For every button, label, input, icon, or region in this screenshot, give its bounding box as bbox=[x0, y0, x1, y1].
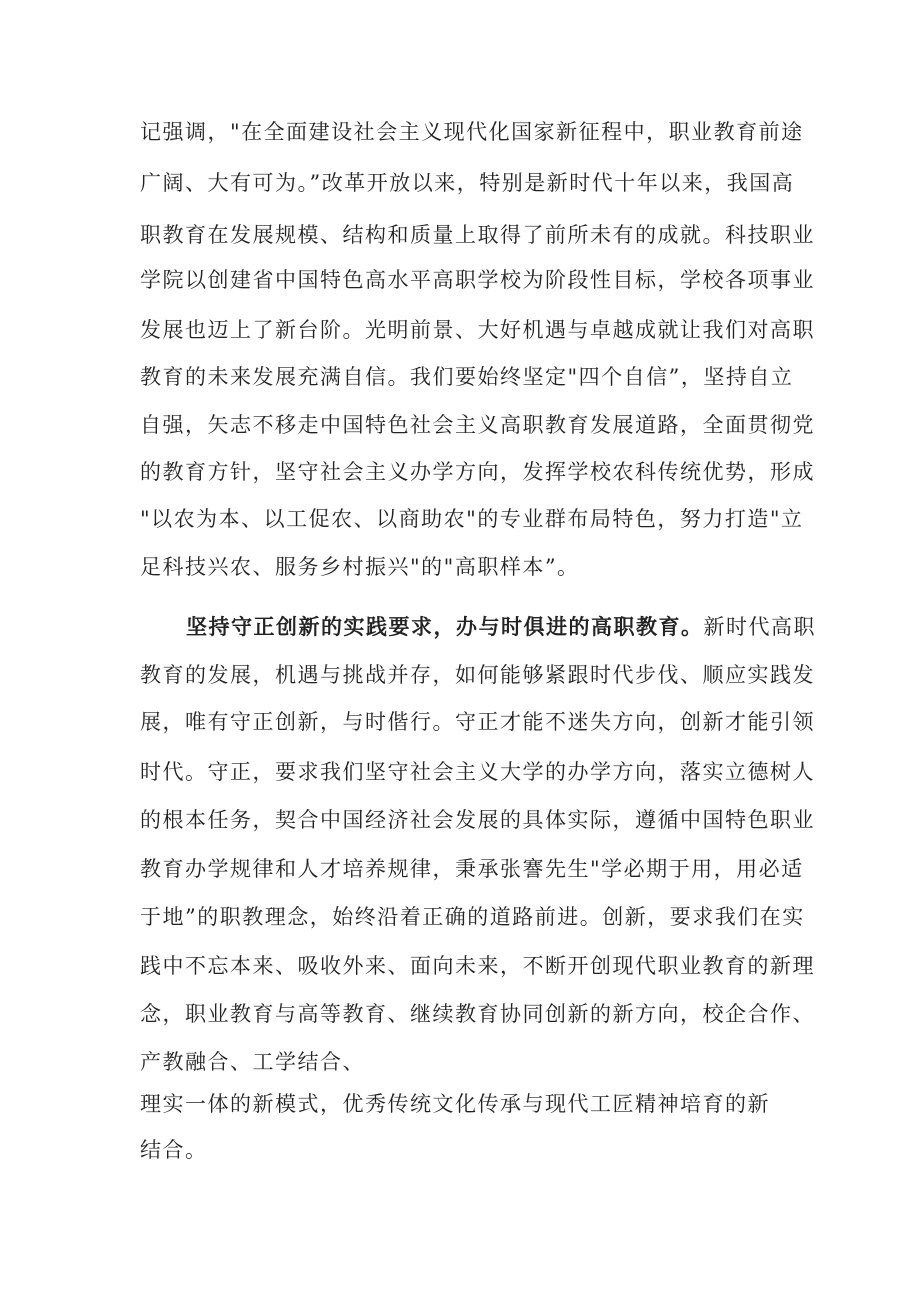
paragraph-1-line-1: 记强调，"在全面建设社会主义现代化国家新征程中，职业教育前途 bbox=[140, 120, 804, 144]
paragraph-2-line-12: 结合。 bbox=[140, 1138, 208, 1162]
paragraph-1-line-7: 自强，矢志不移走中国特色社会主义高职教育发展道路，全面贯彻党 bbox=[140, 413, 815, 437]
paragraph-1-line-4: 学院以创建省中国特色高水平高职学校为阶段性目标，学校各项事业 bbox=[140, 268, 815, 292]
paragraph-1-line-6: 教育的未来发展充满自信。我们要始终坚定"四个自信”，坚持自立 bbox=[140, 365, 794, 389]
paragraph-2-line-1 bbox=[186, 613, 816, 641]
paragraph-1-line-2: 广阔、大有可为。”改革开放以来，特别是新时代十年以来，我国高 bbox=[140, 171, 795, 195]
paragraph-2-line-5: 的根本任务，契合中国经济社会发展的具体实际，遵循中国特色职业 bbox=[140, 808, 815, 832]
paragraph-2-heading: 坚持守正创新的实践要求，办与时俱进的高职教育。 bbox=[186, 614, 704, 639]
paragraph-2-line-4: 时代。守正，要求我们坚守社会主义大学的办学方向，落实立德树人 bbox=[140, 760, 815, 784]
paragraph-1-line-5: 发展也迈上了新台阶。光明前景、大好机遇与卓越成就让我们对高职 bbox=[140, 318, 815, 342]
paragraph-1-line-9: "以农为本、以工促农、以商助农"的专业群布局特色，努力打造"立 bbox=[140, 507, 804, 531]
paragraph-2-line-10: 产教融合、工学结合、 bbox=[140, 1050, 365, 1074]
paragraph-2-line-7: 于地”的职教理念，始终沿着正确的道路前进。创新，要求我们在实 bbox=[140, 905, 805, 929]
paragraph-2-line-3: 展，唯有守正创新，与时偕行。守正才能不迷失方向，创新才能引领 bbox=[140, 710, 815, 734]
paragraph-1-line-3: 职教育在发展规模、结构和质量上取得了前所未有的成就。科技职业 bbox=[140, 223, 815, 247]
paragraph-2-line-8: 践中不忘本来、吸收外来、面向未来，不断开创现代职业教育的新理 bbox=[140, 954, 815, 978]
paragraph-2-line-1-rest: 新时代高职 bbox=[703, 615, 816, 639]
paragraph-2-line-6: 教育办学规律和人才培养规律，秉承张謇先生"学必期于用，用必适 bbox=[140, 857, 804, 881]
paragraph-2-line-2: 教育的发展，机遇与挑战并存，如何能够紧跟时代步伐、顺应实践发 bbox=[140, 663, 815, 687]
paragraph-2-line-9: 念，职业教育与高等教育、继续教育协同创新的新方向，校企合作、 bbox=[140, 1002, 815, 1026]
paragraph-1-line-8: 的教育方针，坚守社会主义办学方向，发挥学校农科传统优势，形成 bbox=[140, 460, 815, 484]
paragraph-1-line-10: 足科技兴农、服务乡村振兴"的"高职样本”。 bbox=[140, 555, 580, 579]
paragraph-2-line-11: 理实一体的新模式，优秀传统文化传承与现代工匠精神培育的新 bbox=[140, 1092, 770, 1116]
